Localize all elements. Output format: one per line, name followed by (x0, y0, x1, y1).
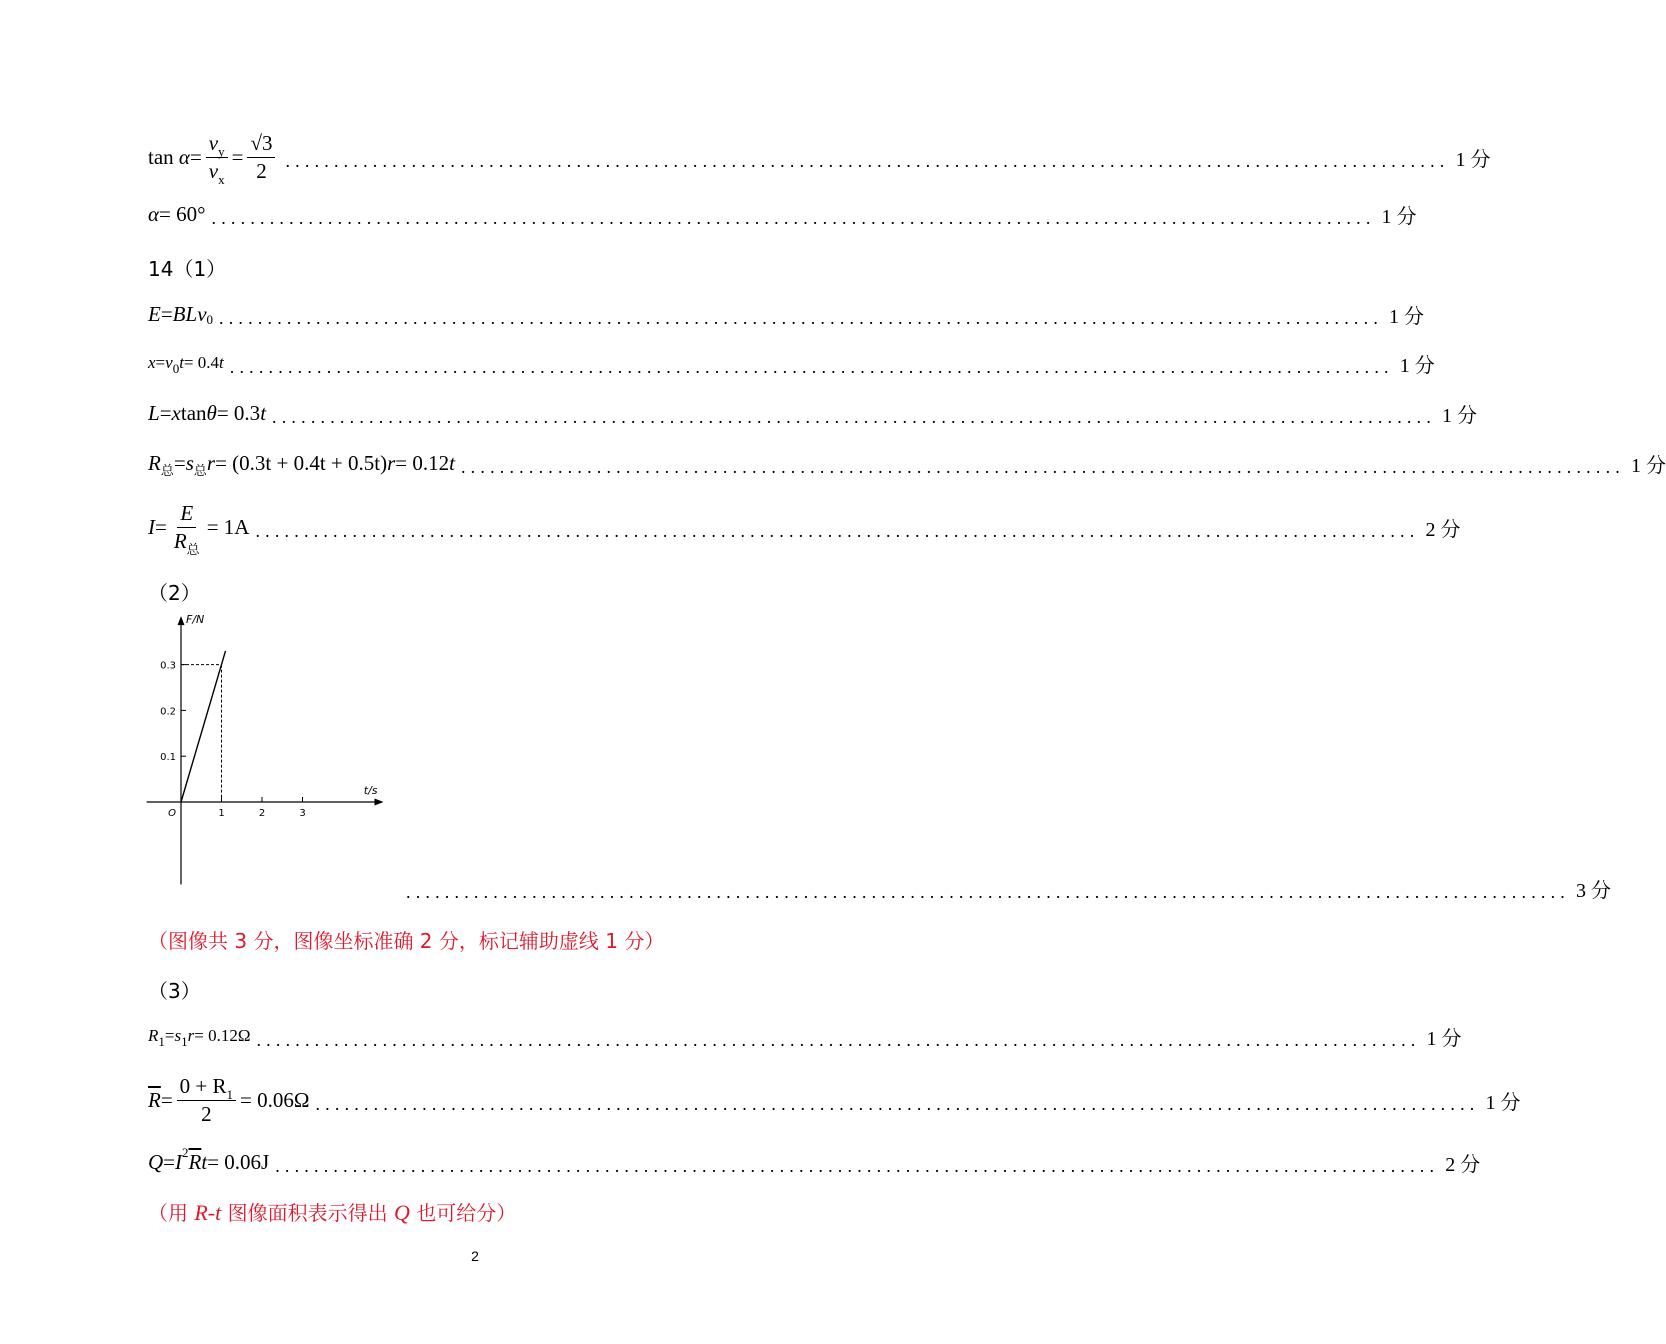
leader-dots: ........................................................................................................................ (460, 456, 1625, 477)
emf-line (148, 294, 1425, 334)
numerator: 0 + R (179, 1074, 227, 1099)
note-pre: （用 (148, 1201, 195, 1225)
x-tick-label: 1 (218, 808, 225, 819)
y-tick-label: 0.3 (160, 660, 176, 672)
equals-2: = (231, 144, 244, 169)
emf-equation (148, 302, 213, 327)
R-bar: $\overline{R}$ (148, 1087, 161, 1112)
BL: BL (172, 301, 198, 326)
tan-text: tan (148, 144, 174, 169)
value: = 0.06J (207, 1149, 270, 1174)
equals: = (155, 353, 166, 372)
leader-dots: ........................................................................................................................ (211, 207, 1376, 228)
E: E (148, 301, 161, 326)
alpha-symbol: α (148, 201, 160, 226)
value: = 0.3 (216, 400, 261, 425)
force-time-chart (140, 613, 390, 895)
average-resistance-line (148, 1070, 1521, 1130)
alpha-symbol: α (178, 144, 190, 169)
x-axis-arrow (375, 799, 384, 806)
R: R (148, 1026, 159, 1045)
equals: = (155, 514, 167, 539)
total-resistance-equation (148, 451, 455, 476)
score: 1 分 (1389, 305, 1425, 328)
alpha-value: = 60° (159, 201, 206, 226)
s-sub: 1 (181, 1034, 188, 1049)
score: 1 分 (1455, 148, 1491, 171)
R-sub: 总 (186, 541, 200, 557)
x-tick-label: 2 (258, 808, 266, 819)
score: 1 分 (1442, 404, 1478, 427)
origin-label: O (168, 808, 176, 819)
y-axis-label: F/N (186, 613, 205, 627)
e-over-r (171, 501, 203, 557)
v-sub: 0 (206, 312, 214, 327)
leader-dots: ........................................................................................................................ (229, 356, 1394, 377)
two: 2 (256, 158, 267, 183)
chart-axes (147, 613, 384, 884)
heat-line (148, 1142, 1481, 1182)
y-axis-arrow (178, 616, 185, 625)
heat-equation (148, 1145, 270, 1175)
score: 2 分 (1445, 1153, 1481, 1176)
position-equation (148, 353, 224, 376)
x: x (148, 353, 156, 372)
v: v (165, 353, 173, 372)
t: t (260, 400, 267, 425)
vy-sub: y (218, 144, 225, 160)
length-equation (148, 401, 266, 426)
x: x (171, 400, 181, 425)
parenthesis-sum: = (0.3t + 0.4t + 0.5t) (215, 450, 388, 475)
E: E (180, 501, 194, 526)
I: I (148, 514, 155, 539)
r1-line (148, 1016, 1462, 1056)
average-resistance-equation (148, 1075, 309, 1124)
equals: = (173, 450, 186, 475)
R: R (148, 450, 161, 475)
graph-score-line (400, 868, 1611, 908)
value: = 0.4 (183, 353, 220, 372)
tan: tan (180, 400, 207, 425)
note-mid: 图像面积表示得出 (221, 1201, 394, 1225)
sqrt3-over-2 (247, 132, 275, 181)
equals: = (189, 144, 202, 169)
s: s (174, 1026, 182, 1045)
score: 1 分 (1485, 1091, 1521, 1114)
x-tick-label: 3 (299, 808, 306, 819)
r: r (187, 1026, 195, 1045)
r2: r (387, 450, 396, 475)
alpha-equation (148, 202, 206, 227)
grading-note-area (148, 1197, 516, 1226)
value: = 0.12 (395, 450, 450, 475)
score: 1 分 (1426, 1027, 1462, 1050)
x-axis-label: t/s (363, 784, 378, 797)
theta: θ (206, 400, 217, 425)
score: 1 分 (1399, 354, 1435, 377)
vy-over-vx (206, 131, 228, 187)
leader-dots: ........................................................................................................................ (256, 1029, 1421, 1050)
page-number: 2 (471, 1248, 479, 1264)
current-line (148, 498, 1461, 557)
note-rt: R-t (194, 1200, 222, 1225)
vx-sub: x (218, 171, 225, 187)
y-tick-label: 0.2 (160, 706, 176, 718)
score: 3 分 (1576, 879, 1611, 902)
square: 2 (182, 1145, 189, 1160)
total-resistance-line (148, 443, 1666, 483)
value: = 0.12Ω (194, 1026, 251, 1045)
L: L (148, 400, 160, 425)
t: t (201, 1149, 208, 1174)
Q: Q (148, 1149, 164, 1174)
length-line (148, 393, 1478, 433)
score: 2 分 (1425, 518, 1461, 541)
part2-label: （2） (148, 581, 201, 605)
sqrt3: √3 (247, 132, 275, 157)
part3-label: （3） (148, 979, 201, 1003)
R-sub: 1 (158, 1034, 165, 1049)
question-14-part1-label: 14（1） (148, 257, 227, 281)
R-sub: 总 (160, 462, 174, 478)
series-line-F (181, 651, 226, 802)
position-line (148, 343, 1435, 383)
y-tick-label: 0.1 (160, 752, 176, 764)
leader-dots: ........................................................................................................................ (406, 881, 1570, 902)
v-sub: 0 (172, 361, 180, 376)
s: s (185, 450, 194, 475)
leader-dots: ........................................................................................................................ (255, 520, 1420, 541)
r1-equation (148, 1026, 251, 1049)
equals: = (164, 1026, 175, 1045)
equals: = (160, 301, 173, 326)
t: t (179, 353, 184, 372)
value: = 0.06Ω (240, 1087, 310, 1112)
v: v (197, 301, 207, 326)
score: 1 分 (1630, 454, 1666, 477)
note-q: Q (393, 1200, 410, 1225)
grading-note-graph: （图像共 3 分，图像坐标准确 2 分，标记辅助虚线 1 分） (148, 929, 665, 953)
chart-marks (181, 651, 226, 802)
equals: = (160, 1087, 173, 1112)
leader-dots: ........................................................................................................................ (219, 307, 1384, 328)
R-bar: $\overline{R}$ (188, 1149, 202, 1174)
leader-dots: ........................................................................................................................ (275, 1155, 1440, 1176)
tan-alpha-equation (148, 131, 279, 187)
current-equation (148, 501, 250, 557)
s-sub: 总 (193, 462, 207, 478)
num-sub: 1 (226, 1087, 234, 1103)
value: = 1A (206, 514, 250, 539)
R: R (173, 528, 187, 553)
alpha-60-line (148, 194, 1417, 234)
note-post: 也可给分） (409, 1201, 517, 1225)
denominator: 2 (201, 1101, 212, 1126)
leader-dots: ........................................................................................................................ (315, 1093, 1480, 1114)
t: t (449, 450, 455, 475)
tan-alpha-line (148, 131, 1491, 187)
vx-v: v (208, 158, 219, 183)
leader-dots: ........................................................................................................................ (272, 406, 1437, 427)
r: r (206, 450, 216, 475)
vy-v: v (208, 131, 219, 156)
t2: t (219, 353, 224, 372)
equals: = (163, 1149, 176, 1174)
equals: = (159, 400, 172, 425)
I: I (175, 1149, 183, 1174)
leader-dots: ........................................................................................................................ (285, 150, 1450, 171)
average-fraction (177, 1075, 236, 1124)
score: 1 分 (1381, 205, 1417, 228)
